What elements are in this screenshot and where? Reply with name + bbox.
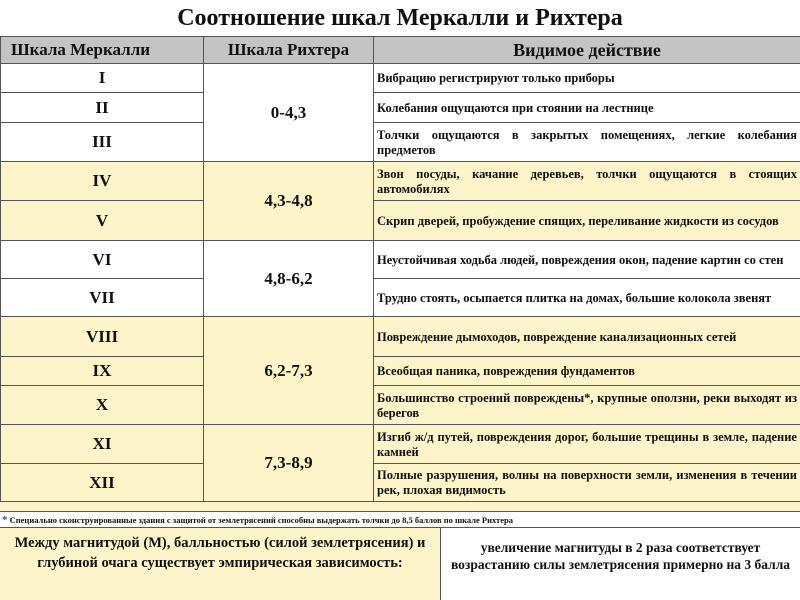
table-row (1, 386, 800, 425)
richter-cell: 7,3-8,9 (204, 425, 374, 502)
richter-cell: 4,8-6,2 (204, 241, 374, 317)
mercalli-cell: I (1, 64, 204, 93)
mercalli-cell: III (1, 123, 204, 162)
mercalli-cell: IX (1, 357, 204, 386)
page-title: Соотношение шкал Меркалли и Рихтера (0, 0, 800, 36)
header-effect: Видимое действие (374, 37, 800, 64)
table-row (1, 241, 800, 279)
effect-cell: Вибрацию регистрируют только приборы (374, 64, 800, 93)
mercalli-cell: V (1, 201, 204, 241)
mercalli-cell: X (1, 386, 204, 425)
mercalli-cell: II (1, 93, 204, 123)
effect-cell: Трудно стоять, осыпается плитка на домах, большие колокола звенят (374, 279, 800, 317)
mercalli-cell: XI (1, 425, 204, 464)
footnote-star: * (2, 514, 8, 526)
effect-cell: Всеобщая паника, повреждения фундаментов (374, 357, 800, 386)
header-mercalli: Шкала Меркалли (1, 37, 204, 64)
bottom-panel (0, 527, 800, 600)
mercalli-cell: VII (1, 279, 204, 317)
effect-cell: Колебания ощущаются при стоянии на лестнице (374, 93, 800, 123)
effect-cell: Скрип дверей, пробуждение спящих, переливание жидкости из сосудов (374, 201, 800, 241)
table-row (1, 425, 800, 464)
scale-table (0, 36, 800, 502)
table-header-row (1, 37, 800, 64)
footnote-text: Специально сконструированные здания с защитой от землетрясений способны выдержать толчки до 8,5 баллов по шкале Рихтера (7, 515, 513, 525)
table-row (1, 93, 800, 123)
richter-cell: 6,2-7,3 (204, 317, 374, 425)
effect-cell: Полные разрушения, волны на поверхности земли, изменения в течении рек, плохая видимость (374, 464, 800, 502)
effect-cell: Неустойчивая ходьба людей, повреждения окон, падение картин со стен (374, 241, 800, 279)
effect-cell: Звон посуды, качание деревьев, толчки ощущаются в стоящих автомобилях (374, 162, 800, 201)
table-row (1, 279, 800, 317)
table-row (1, 201, 800, 241)
effect-cell: Изгиб ж/д путей, повреждения дорог, большие трещины в земле, падение камней (374, 425, 800, 464)
table-row (1, 464, 800, 502)
effect-cell: Повреждение дымоходов, повреждение канализационных сетей (374, 317, 800, 357)
table-row (1, 162, 800, 201)
mercalli-cell: IV (1, 162, 204, 201)
dependency-rule: увеличение магнитуды в 2 раза соответствует возрастанию силы землетрясения примерно на 3 балла (441, 527, 800, 600)
table-row (1, 64, 800, 93)
mercalli-cell: VI (1, 241, 204, 279)
richter-cell: 4,3-4,8 (204, 162, 374, 241)
mercalli-cell: XII (1, 464, 204, 502)
table-row (1, 123, 800, 162)
dependency-statement: Между магнитудой (М), балльностью (силой землетрясения) и глубиной очага существует эмпирическая зависимость: (0, 527, 441, 600)
header-richter: Шкала Рихтера (204, 37, 374, 64)
effect-cell: Толчки ощущаются в закрытых помещениях, легкие колебания предметов (374, 123, 800, 162)
mercalli-cell: VIII (1, 317, 204, 357)
table-row (1, 317, 800, 357)
table-row (1, 357, 800, 386)
richter-cell: 0-4,3 (204, 64, 374, 162)
effect-cell: Большинство строений повреждены*, крупные оползни, реки выходят из берегов (374, 386, 800, 425)
footnote (0, 511, 800, 527)
